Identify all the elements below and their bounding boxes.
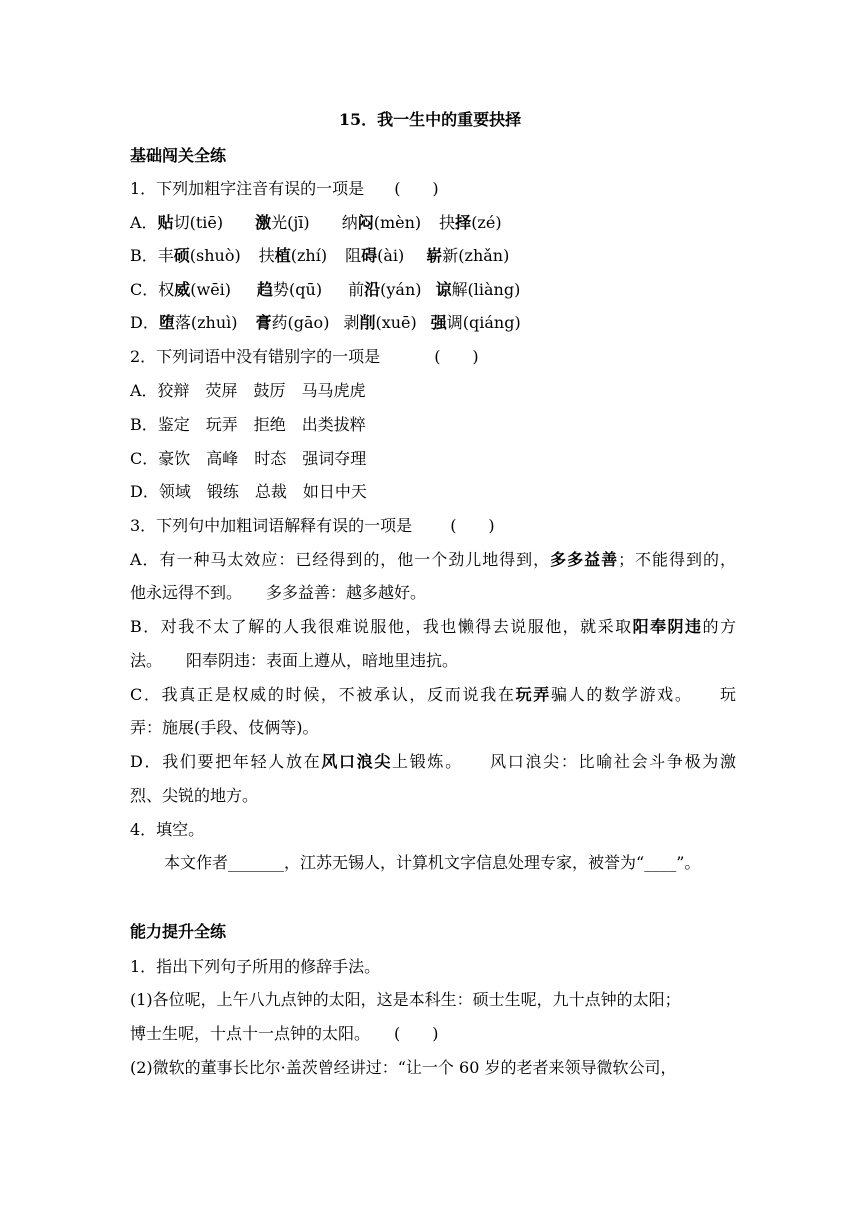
p1-sentence-2-line1: (2)微软的董事长比尔·盖茨曾经讲过：“让一个 60 岁的老者来领导微软公司， <box>130 1058 677 1077</box>
q1-option-a: A．贴切(tiē) 激光(jī) 纳闷(mèn) 抉择(zé) <box>130 213 502 232</box>
q3-option-b-line2: 法。 阳奉阴违：表面上遵从，暗地里违抗。 <box>130 651 459 670</box>
q2-option-d: D．领域 锻练 总裁 如日中天 <box>130 482 367 501</box>
question-4-stem: 4．填空。 <box>130 820 205 839</box>
p1-sentence-1-line1: (1)各位呢，上午八九点钟的太阳，这是本科生：硕士生呢，九十点钟的太阳； <box>130 990 681 1009</box>
page-title: 15．我一生中的重要抉择 <box>338 110 522 129</box>
answer-paren: ( ) <box>434 347 479 366</box>
fill-blank-author[interactable]: _______ <box>228 853 285 872</box>
q1-option-b: B．丰硕(shuò) 扶植(zhí) 阻碍(ài) 崭新(zhǎn) <box>130 246 510 265</box>
question-3-stem: 3．下列句中加粗词语解释有误的一项是 ( ) <box>130 516 495 535</box>
q3-option-d-line1: D．我们要把年轻人放在风口浪尖上锻炼。 风口浪尖：比喻社会斗争极为激 <box>130 752 736 771</box>
q1-text: 1．下列加粗字注音有误的一项是 <box>130 179 365 198</box>
fill-blank-title[interactable]: ____ <box>644 853 677 872</box>
q3-option-d-line2: 烈、尖锐的地方。 <box>130 786 259 805</box>
q2-option-a: A．狡辩 荧屏 鼓厉 马马虎虎 <box>130 381 366 400</box>
answer-paren: ( ) <box>394 179 439 198</box>
q4-fill-sentence: 本文作者_______，江苏无锡人，计算机文字信息处理专家，被誉为“____”。 <box>164 853 701 872</box>
q3-option-a-line2: 他永远得不到。 多多益善：越多越好。 <box>130 583 427 602</box>
q3-option-a-line1: A．有一种马太效应：已经得到的，他一个劲儿地得到，多多益善；不能得到的， <box>130 550 736 569</box>
q1-option-c: C．权威(wēi) 趋势(qū) 前沿(yán) 谅解(liàng) <box>130 280 521 299</box>
section-heading-advanced: 能力提升全练 <box>130 922 227 941</box>
q3-option-c-line2: 弄：施展(手段、伎俩等)。 <box>130 718 319 737</box>
question-1-stem <box>130 178 439 200</box>
q2-option-b: B．鉴定 玩弄 拒绝 出类拔粹 <box>130 415 366 434</box>
q1-option-d: D．堕落(zhuì) 膏药(gāo) 剥削(xuē) 强调(qiáng) <box>130 313 521 332</box>
q3-option-b-line1: B．对我不太了解的人我很难说服他，我也懒得去说服他，就采取阳奉阴违的方 <box>130 617 736 636</box>
section-heading-basic: 基础闯关全练 <box>130 146 227 165</box>
p1-sentence-1-line2: 博士生呢，十点十一点钟的太阳。 ( ) <box>130 1024 439 1043</box>
q2-option-c: C．豪饮 高峰 时态 强词夺理 <box>130 449 367 468</box>
answer-paren: ( ) <box>450 516 495 535</box>
part2-question-1-stem: 1．指出下列句子所用的修辞手法。 <box>130 957 381 976</box>
question-2-stem: 2．下列词语中没有错别字的一项是 ( ) <box>130 347 479 366</box>
q3-option-c-line1: C．我真正是权威的时候，不被承认，反而说我在玩弄骗人的数学游戏。 玩 <box>130 685 736 704</box>
